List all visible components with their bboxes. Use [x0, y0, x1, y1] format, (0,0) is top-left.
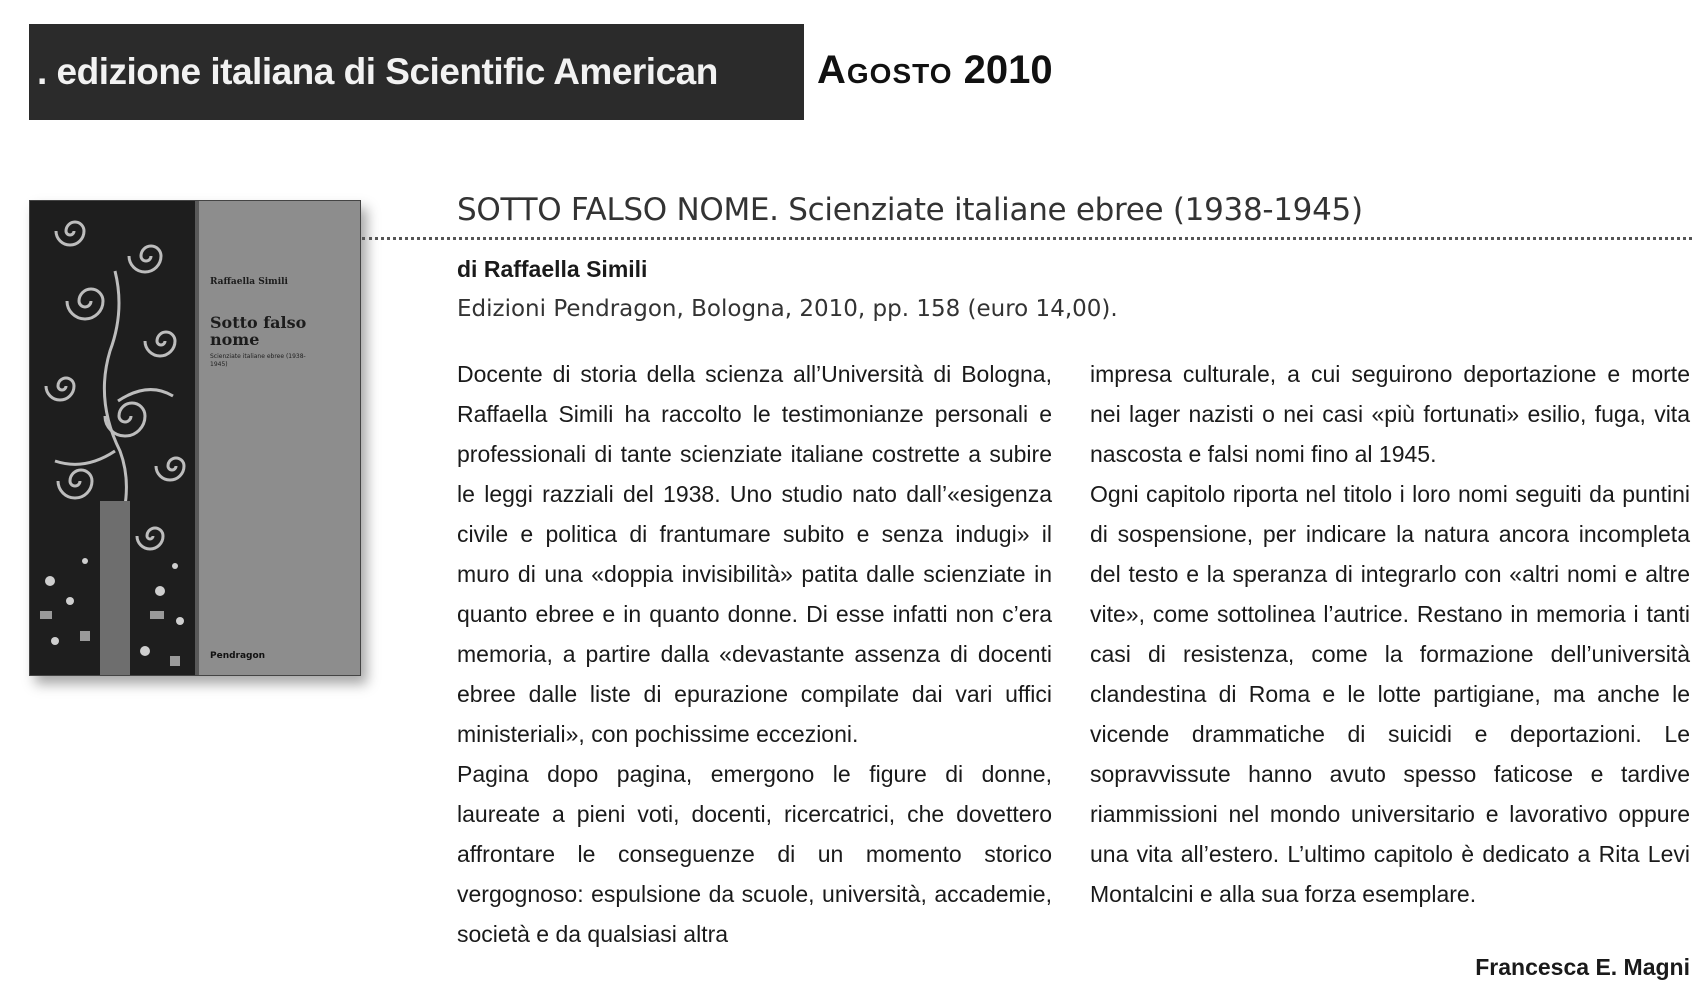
review-column-left [457, 354, 1052, 954]
review-signature: Francesca E. Magni [1475, 954, 1690, 980]
issue-date [817, 48, 1053, 93]
cover-publisher: Pendragon [210, 651, 266, 661]
cover-divider [195, 201, 199, 676]
review-paragraph: Docente di storia della scienza all’Università di Bologna, Raffaella Simili ha raccolto le testimonianze personali e professionali di tante scienziate italiane costrette a subire le leggi razziali del 1938. Uno studio nato dall’«esigenza civile e politica di frantumare subito e senza indugi» il muro di una «doppia invisibilità» patita dalle scienziate in quanto ebree e in quanto donne. Di esse infatti non c’era memoria, a partire dalla «devastante assenza di docenti ebree dalle liste di epurazione compilate dai vari uffici ministeriali», con pochissime eccezioni. [457, 361, 1052, 747]
cover-author: Raffaella Simili [210, 277, 288, 287]
review-book-title: SOTTO FALSO NOME. Scienziate italiane ebree (1938-1945) [457, 192, 1363, 228]
review-column-right [1090, 354, 1690, 914]
cover-tree-of-life-art [30, 201, 195, 676]
review-paragraph: Ogni capitolo riporta nel titolo i loro nomi seguiti da puntini di sospensione, per indicare la natura ancora incompleta del testo e la speranza di integrarlo con «altri nomi e altre vite», come sottolinea l’autrice. Restano in memoria i tanti casi di resistenza, come la formazione dell’università clandestina di Roma e le lotte partigiane, ma anche le vicende drammatiche di suicidi e deportazioni. Le sopravvissute hanno avuto spesso faticose e tardive riammissioni nel mondo universitario e lavorativo oppure una vita all’estero. L’ultimo capitolo è dedicato a Rita Levi Montalcini e alla sua forza esemplare. [1090, 481, 1690, 907]
issue-year: 2010 [963, 48, 1053, 92]
cover-title: Sotto falso nome [210, 313, 307, 349]
cover-subtitle: Scienziate italiane ebree (1938-1945) [210, 353, 306, 368]
review-book-author: di Raffaella Simili [457, 256, 648, 282]
issue-month: Agosto [817, 48, 953, 92]
review-book-publisher: Edizioni Pendragon, Bologna, 2010, pp. 158 (euro 14,00). [457, 296, 1118, 322]
dotted-divider [362, 237, 1692, 240]
review-paragraph: impresa culturale, a cui seguirono deportazione e morte nei lager nazisti o nei casi «più fortunati» esilio, fuga, vita nascosta e falsi nomi fino al 1945. [1090, 361, 1690, 467]
magazine-masthead: . edizione italiana di Scientific American [29, 24, 804, 120]
review-paragraph: Pagina dopo pagina, emergono le figure di donne, laureate a pieni voti, docenti, ricercatrici, che dovettero affrontare le conseguenze di un momento storico vergognoso: espulsione da scuole, università, accademie, società e da qualsiasi altra [457, 761, 1052, 947]
book-cover [29, 200, 361, 676]
